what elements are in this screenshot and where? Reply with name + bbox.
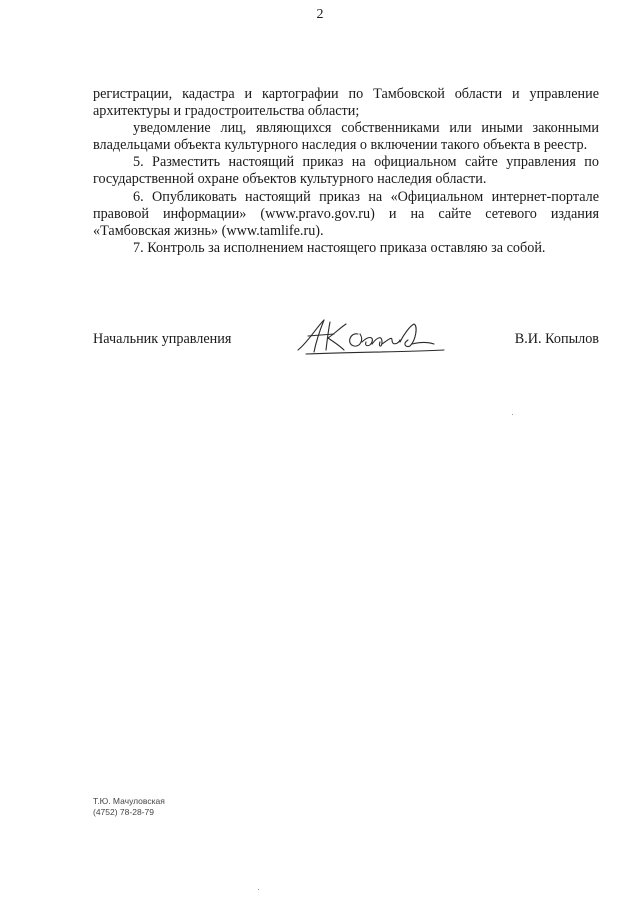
executor-footer [93, 796, 165, 817]
page-number: 2 [316, 7, 324, 22]
document-body [93, 86, 599, 257]
signatory-position: Начальник управления [93, 331, 232, 347]
signatory-name: В.И. Копылов [514, 331, 599, 347]
executor-phone: (4752) 78-28-79 [93, 806, 154, 817]
paragraph-continuation: регистрации, кадастра и картографии по Тамбовской области и управление архитектуры и градостроительства области; [93, 86, 599, 120]
paragraph-item-6: 6. Опубликовать настоящий приказ на «Официальном интернет-портале правовой информации» (www.pravo.gov.ru) и на сайте сетевого издания «Тамбовская жизнь» (www.tamlife.ru). [93, 188, 599, 239]
signature-block [93, 314, 599, 364]
scan-speck [512, 414, 513, 415]
handwritten-signature [294, 314, 454, 358]
scan-speck [258, 889, 259, 890]
paragraph-notification: уведомление лиц, являющихся собственниками или иными законными владельцами объекта культурного наследия о включении такого объекта в реестр. [93, 120, 599, 154]
paragraph-item-7: 7. Контроль за исполнением настоящего приказа оставляю за собой. [133, 239, 546, 256]
executor-name: Т.Ю. Мачуловская [93, 796, 165, 806]
paragraph-item-5: 5. Разместить настоящий приказ на официальном сайте управления по государственной охране объектов культурного наследия области. [93, 154, 599, 188]
